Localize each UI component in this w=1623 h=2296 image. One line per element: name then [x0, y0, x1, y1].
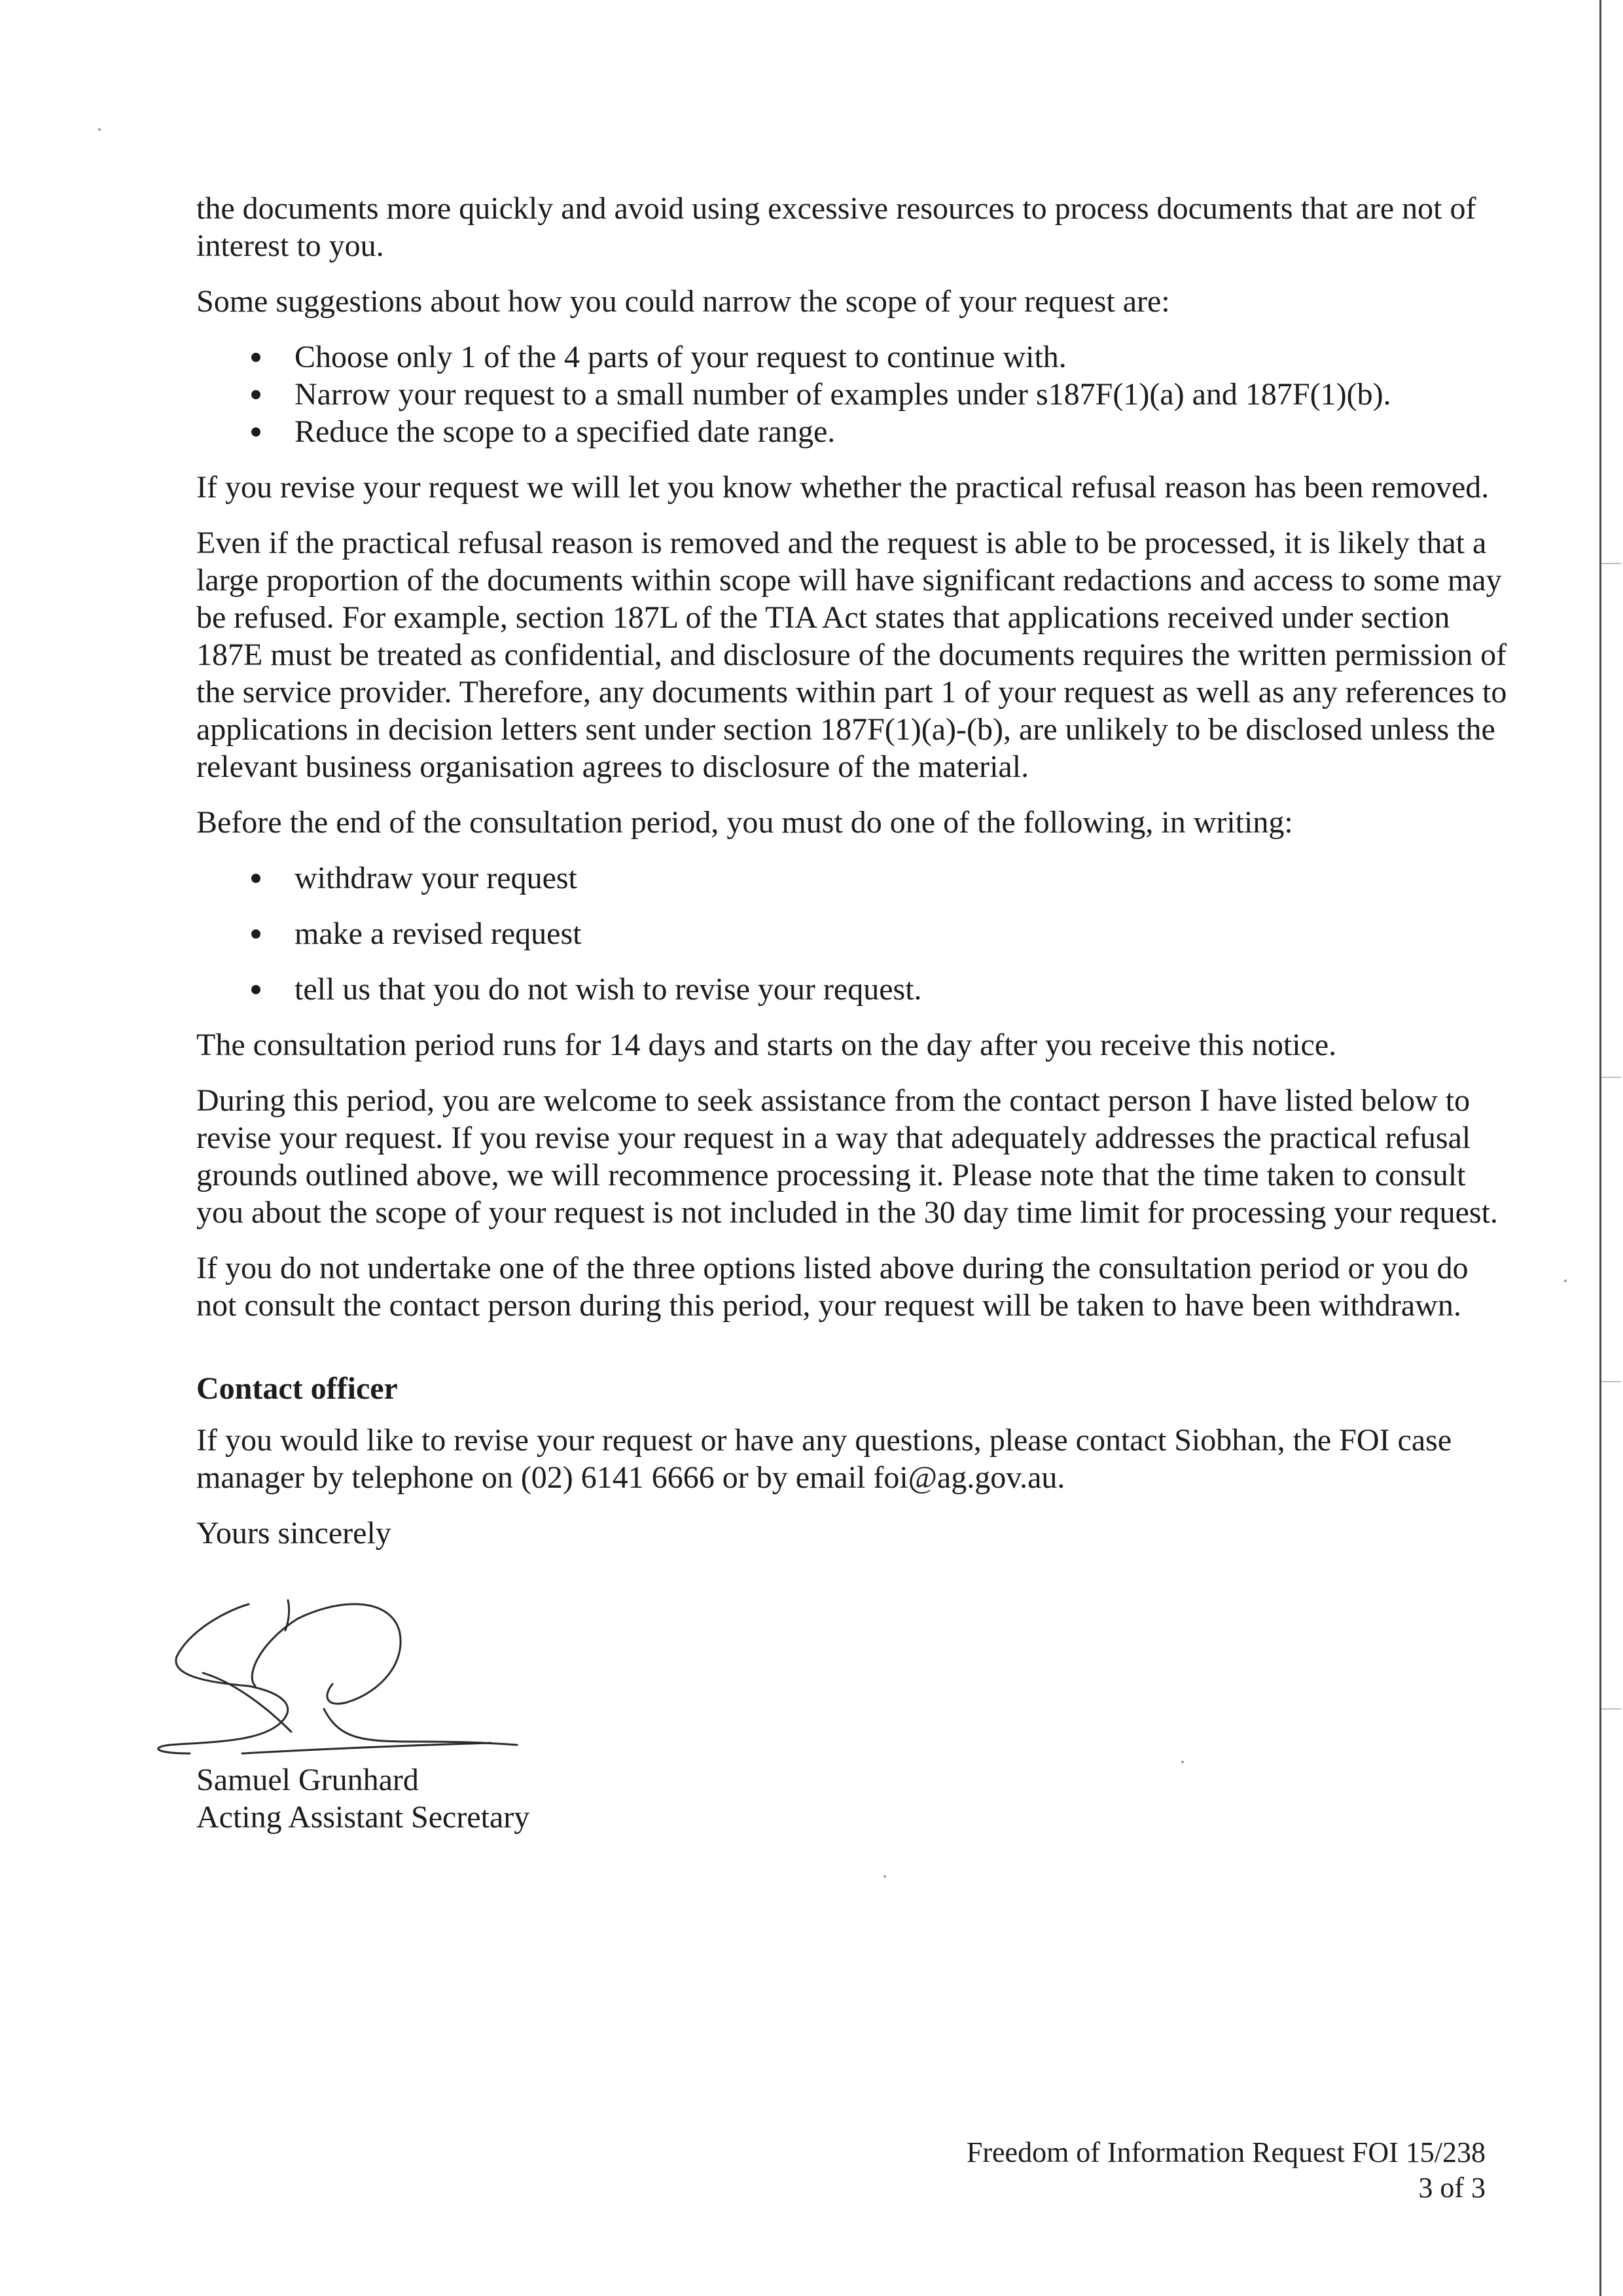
bullet-icon — [251, 390, 260, 399]
footer-page-number: 3 of 3 — [1418, 2172, 1486, 2204]
list-item: Narrow your request to a small number of examples under s187F(1)(a) and 187F(1)(b). — [196, 376, 1512, 413]
paragraph-continuation: the documents more quickly and avoid using excessive resources to process documents that are not of interest to you. — [196, 191, 1476, 263]
paragraph-withdrawal: If you do not undertake one of the three options listed above during the consultation period or you do not consult the contact person during this period, your request will be taken to have been withdrawn. — [196, 1251, 1469, 1323]
scan-speck — [1564, 1280, 1567, 1282]
bullet-icon — [251, 874, 260, 883]
page-edge-mark — [1601, 563, 1621, 564]
paragraph-consultation-period: The consultation period runs for 14 days and starts on the day after you receive this notice. — [196, 1028, 1337, 1062]
paragraph-options-intro: Before the end of the consultation period, you must do one of the following, in writing: — [196, 805, 1293, 840]
bullet-icon — [251, 929, 260, 939]
contact-officer-heading: Contact officer — [196, 1371, 398, 1406]
paragraph-assistance: During this period, you are welcome to seek assistance from the contact person I have listed below to revise your request. If you revise your request in a way that adequately addresses the practical refusal grounds outlined above, we will recommence processing it. Please note that the time taken to consult you about the scope of your request is not included in the 30 day time limit for processing your request. — [196, 1083, 1498, 1230]
handwritten-signature — [151, 1545, 543, 1761]
paragraph-revise-notice: If you revise your request we will let you know whether the practical refusal reason has been removed. — [196, 470, 1489, 505]
page-footer — [967, 2135, 1486, 2206]
signatory-title: Acting Assistant Secretary — [196, 1800, 530, 1835]
scan-speck — [98, 128, 101, 131]
bullet-icon — [251, 427, 260, 437]
paragraph-suggestions-intro: Some suggestions about how you could narrow the scope of your request are: — [196, 284, 1170, 319]
page-edge-mark — [1601, 1077, 1621, 1078]
list-item: tell us that you do not wish to revise your request. — [196, 971, 1512, 1008]
page-edge-mark — [1601, 1381, 1621, 1382]
page-edge-line — [1599, 0, 1601, 2296]
bullet-icon — [251, 985, 260, 994]
contact-officer-text: If you would like to revise your request or have any questions, please contact Siobhan, the FOI case manager by telephone on (02) 6141 6666 or by email foi@ag.gov.au. — [196, 1423, 1452, 1495]
footer-reference: Freedom of Information Request FOI 15/238 — [966, 2136, 1486, 2168]
list-item: make a revised request — [196, 915, 1512, 952]
list-item: Choose only 1 of the 4 parts of your request to continue with. — [196, 338, 1512, 376]
page-edge-mark — [1601, 1708, 1621, 1710]
letter-body — [196, 190, 1512, 1836]
list-item: Reduce the scope to a specified date range. — [196, 413, 1512, 450]
closing-salutation: Yours sincerely — [196, 1516, 391, 1551]
signatory-name: Samuel Grunhard — [196, 1763, 419, 1797]
suggestion-list — [196, 338, 1512, 450]
list-item: withdraw your request — [196, 859, 1512, 897]
scan-speck — [883, 1875, 886, 1878]
bullet-icon — [251, 353, 260, 362]
options-list — [196, 859, 1512, 1008]
paragraph-redactions: Even if the practical refusal reason is removed and the request is able to be processed, it is likely that a large proportion of the documents within scope will have significant redactions and access to some may be refused. For example, section 187L of the TIA Act states that applications received under section 187E must be treated as confidential, and disclosure of the documents requires the written permission of the service provider. Therefore, any documents within part 1 of your request as well as any references to applications in decision letters sent under section 187F(1)(a)-(b), are unlikely to be disclosed unless the relevant business organisation agrees to disclosure of the material. — [196, 526, 1507, 784]
